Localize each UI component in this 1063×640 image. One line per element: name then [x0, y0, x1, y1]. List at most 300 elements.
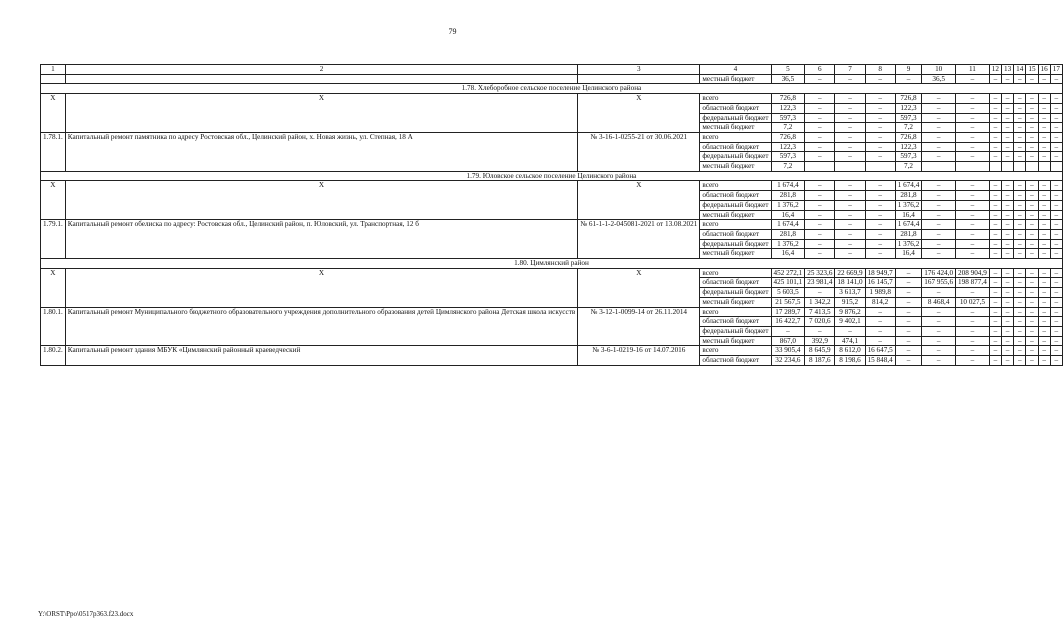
value-cell: 281,8 — [771, 229, 805, 239]
column-number: 7 — [835, 65, 865, 75]
value-cell: – — [1038, 123, 1050, 133]
value-cell: – — [1038, 249, 1050, 259]
value-cell: 122,3 — [895, 103, 922, 113]
value-cell: – — [1026, 220, 1038, 230]
value-cell: – — [989, 239, 1001, 249]
value-cell: 16 647,5 — [865, 346, 895, 356]
fund-type: всего — [700, 268, 771, 278]
value-cell: 597,3 — [895, 152, 922, 162]
value-cell: 1 376,2 — [771, 200, 805, 210]
value-cell: – — [1050, 210, 1062, 220]
empty-cell — [41, 74, 66, 84]
value-cell: 1 376,2 — [895, 239, 922, 249]
value-cell: – — [1014, 297, 1026, 307]
value-cell: 9 876,2 — [835, 307, 865, 317]
value-cell: – — [1026, 200, 1038, 210]
value-cell: – — [1038, 268, 1050, 278]
value-cell: – — [1038, 94, 1050, 104]
value-cell: – — [989, 123, 1001, 133]
value-cell: – — [1001, 94, 1013, 104]
value-cell: – — [865, 326, 895, 336]
value-cell: – — [1026, 307, 1038, 317]
value-cell: – — [1014, 336, 1026, 346]
value-cell: – — [1014, 268, 1026, 278]
value-cell: – — [1050, 220, 1062, 230]
value-cell: – — [989, 307, 1001, 317]
value-cell: – — [835, 94, 865, 104]
value-cell: – — [805, 288, 835, 298]
item-number: 1.80.1. — [41, 307, 66, 346]
value-cell: – — [1014, 239, 1026, 249]
value-cell: 7 020,6 — [805, 317, 835, 327]
value-cell: – — [865, 307, 895, 317]
value-cell: – — [1001, 220, 1013, 230]
value-cell: – — [805, 220, 835, 230]
value-cell: – — [956, 317, 990, 327]
value-cell: – — [895, 317, 922, 327]
fund-type: всего — [700, 307, 771, 317]
value-cell: – — [1001, 278, 1013, 288]
fund-type: местный бюджет — [700, 162, 771, 172]
value-cell: 392,9 — [805, 336, 835, 346]
value-cell: 726,8 — [771, 132, 805, 142]
value-cell: 122,3 — [895, 142, 922, 152]
item-name: Х — [65, 268, 577, 307]
value-cell: 1 674,4 — [895, 181, 922, 191]
value-cell: – — [956, 326, 990, 336]
column-number: 17 — [1050, 65, 1062, 75]
item-number: Х — [41, 181, 66, 220]
value-cell: – — [1001, 288, 1013, 298]
value-cell: 16,4 — [895, 249, 922, 259]
document-ref: Х — [578, 268, 700, 307]
value-cell: – — [1050, 94, 1062, 104]
table-row — [41, 74, 1063, 84]
value-cell: – — [922, 346, 956, 356]
value-cell: – — [989, 229, 1001, 239]
value-cell: – — [1014, 142, 1026, 152]
value-cell: – — [989, 336, 1001, 346]
value-cell: 176 424,0 — [922, 268, 956, 278]
value-cell: – — [989, 103, 1001, 113]
value-cell: – — [865, 74, 895, 84]
value-cell: – — [1026, 132, 1038, 142]
value-cell: – — [865, 229, 895, 239]
value-cell: – — [1050, 239, 1062, 249]
value-cell: – — [922, 210, 956, 220]
value-cell: – — [895, 297, 922, 307]
column-number: 9 — [895, 65, 922, 75]
value-cell: – — [1050, 132, 1062, 142]
fund-type: областной бюджет — [700, 103, 771, 113]
value-cell: – — [1038, 229, 1050, 239]
value-cell: – — [1038, 152, 1050, 162]
file-path-footer: Y:\ORST\Ppo\0517p363.f23.docx — [38, 610, 134, 618]
value-cell: – — [1026, 152, 1038, 162]
value-cell: 10 027,5 — [956, 297, 990, 307]
value-cell: – — [956, 103, 990, 113]
value-cell: – — [1050, 123, 1062, 133]
value-cell: 18 141,0 — [835, 278, 865, 288]
value-cell: – — [922, 356, 956, 366]
table-row — [41, 346, 1063, 356]
page-number: 79 — [448, 27, 457, 36]
value-cell: – — [956, 152, 990, 162]
value-cell: – — [865, 249, 895, 259]
fund-type: всего — [700, 94, 771, 104]
value-cell: – — [805, 239, 835, 249]
value-cell: 1 674,4 — [895, 220, 922, 230]
column-number: 12 — [989, 65, 1001, 75]
fund-type: областной бюджет — [700, 142, 771, 152]
value-cell: – — [1001, 239, 1013, 249]
value-cell: – — [1026, 268, 1038, 278]
value-cell: – — [835, 103, 865, 113]
item-name: Х — [65, 181, 577, 220]
value-cell: – — [1026, 142, 1038, 152]
value-cell: – — [1014, 229, 1026, 239]
value-cell: – — [835, 152, 865, 162]
value-cell: 867,0 — [771, 336, 805, 346]
value-cell: – — [1014, 288, 1026, 298]
value-cell: – — [835, 239, 865, 249]
value-cell: – — [1001, 191, 1013, 201]
value-cell: – — [1014, 249, 1026, 259]
value-cell: – — [1014, 307, 1026, 317]
table-row — [41, 220, 1063, 230]
value-cell: 597,3 — [895, 113, 922, 123]
value-cell: – — [1050, 288, 1062, 298]
value-cell: – — [835, 142, 865, 152]
value-cell: – — [1026, 317, 1038, 327]
value-cell: – — [1014, 103, 1026, 113]
value-cell: – — [805, 132, 835, 142]
value-cell: 1 989,8 — [865, 288, 895, 298]
value-cell: – — [1038, 142, 1050, 152]
column-number-row — [41, 65, 1063, 75]
value-cell: – — [989, 74, 1001, 84]
value-cell: 167 955,6 — [922, 278, 956, 288]
value-cell: – — [805, 191, 835, 201]
value-cell: – — [1026, 103, 1038, 113]
value-cell: – — [1050, 181, 1062, 191]
fund-type: федеральный бюджет — [700, 326, 771, 336]
value-cell: – — [922, 181, 956, 191]
value-cell: – — [956, 288, 990, 298]
value-cell: – — [989, 210, 1001, 220]
value-cell: – — [1001, 268, 1013, 278]
value-cell: – — [956, 220, 990, 230]
value-cell: – — [895, 288, 922, 298]
fund-type: местный бюджет — [700, 74, 771, 84]
value-cell: – — [1050, 249, 1062, 259]
value-cell: 7,2 — [895, 123, 922, 133]
item-number: Х — [41, 94, 66, 133]
value-cell: – — [989, 132, 1001, 142]
value-cell: – — [1050, 103, 1062, 113]
item-number: Х — [41, 268, 66, 307]
fund-type: областной бюджет — [700, 278, 771, 288]
value-cell: – — [805, 229, 835, 239]
value-cell — [1014, 162, 1026, 172]
value-cell: – — [895, 356, 922, 366]
budget-table — [40, 64, 1063, 366]
value-cell: – — [956, 113, 990, 123]
value-cell: – — [956, 191, 990, 201]
value-cell — [835, 162, 865, 172]
value-cell: 8 198,6 — [835, 356, 865, 366]
value-cell: 281,8 — [895, 191, 922, 201]
value-cell: – — [865, 94, 895, 104]
section-title: 1.80. Цимлянский район — [41, 259, 1063, 269]
value-cell: – — [1001, 142, 1013, 152]
value-cell: – — [1038, 74, 1050, 84]
value-cell: – — [835, 123, 865, 133]
value-cell: 122,3 — [771, 142, 805, 152]
item-number: 1.80.2. — [41, 346, 66, 365]
value-cell: – — [1001, 249, 1013, 259]
value-cell: – — [1014, 123, 1026, 133]
value-cell: – — [1038, 132, 1050, 142]
value-cell: – — [989, 181, 1001, 191]
value-cell — [956, 162, 990, 172]
value-cell: – — [922, 103, 956, 113]
value-cell: – — [771, 326, 805, 336]
value-cell: – — [956, 142, 990, 152]
value-cell: – — [922, 239, 956, 249]
value-cell: – — [1014, 200, 1026, 210]
value-cell: – — [865, 200, 895, 210]
column-number: 16 — [1038, 65, 1050, 75]
table-row — [41, 94, 1063, 104]
value-cell: 16,4 — [771, 210, 805, 220]
column-number: 14 — [1014, 65, 1026, 75]
table-row — [41, 132, 1063, 142]
value-cell: – — [956, 74, 990, 84]
fund-type: областной бюджет — [700, 356, 771, 366]
value-cell: – — [1001, 210, 1013, 220]
document-ref: № 3-6-1-0219-16 от 14.07.2016 — [578, 346, 700, 365]
value-cell: – — [1001, 152, 1013, 162]
column-number: 10 — [922, 65, 956, 75]
value-cell: – — [1050, 356, 1062, 366]
value-cell: 597,3 — [771, 113, 805, 123]
value-cell: – — [865, 317, 895, 327]
value-cell: – — [895, 268, 922, 278]
fund-type: местный бюджет — [700, 297, 771, 307]
value-cell: – — [805, 200, 835, 210]
value-cell: 36,5 — [922, 74, 956, 84]
value-cell: 814,2 — [865, 297, 895, 307]
value-cell: 122,3 — [771, 103, 805, 113]
value-cell: 9 402,1 — [835, 317, 865, 327]
document-ref: Х — [578, 181, 700, 220]
value-cell: – — [1026, 123, 1038, 133]
value-cell: – — [1001, 74, 1013, 84]
value-cell: – — [1038, 103, 1050, 113]
value-cell: – — [989, 346, 1001, 356]
document-ref: Х — [578, 94, 700, 133]
value-cell: – — [1026, 191, 1038, 201]
value-cell — [1026, 162, 1038, 172]
value-cell: – — [1026, 74, 1038, 84]
value-cell: – — [835, 229, 865, 239]
value-cell: – — [1001, 317, 1013, 327]
value-cell: – — [805, 103, 835, 113]
value-cell: – — [805, 249, 835, 259]
value-cell: – — [956, 229, 990, 239]
value-cell: – — [835, 132, 865, 142]
value-cell: – — [1001, 229, 1013, 239]
value-cell: – — [956, 200, 990, 210]
fund-type: областной бюджет — [700, 317, 771, 327]
value-cell: – — [1026, 181, 1038, 191]
value-cell: 16 145,7 — [865, 278, 895, 288]
value-cell: – — [805, 94, 835, 104]
value-cell: 21 567,5 — [771, 297, 805, 307]
value-cell: – — [1014, 152, 1026, 162]
value-cell: 281,8 — [895, 229, 922, 239]
value-cell: – — [1001, 336, 1013, 346]
value-cell: – — [989, 200, 1001, 210]
value-cell: 36,5 — [771, 74, 805, 84]
value-cell: – — [956, 123, 990, 133]
value-cell: – — [989, 191, 1001, 201]
value-cell: – — [1038, 239, 1050, 249]
value-cell: – — [1050, 113, 1062, 123]
fund-type: всего — [700, 346, 771, 356]
value-cell: 18 949,7 — [865, 268, 895, 278]
value-cell: 7 413,5 — [805, 307, 835, 317]
value-cell: – — [835, 220, 865, 230]
value-cell: – — [989, 288, 1001, 298]
value-cell: – — [922, 152, 956, 162]
value-cell: 474,1 — [835, 336, 865, 346]
value-cell: – — [1050, 297, 1062, 307]
value-cell: – — [989, 152, 1001, 162]
value-cell: 33 905,4 — [771, 346, 805, 356]
fund-type: федеральный бюджет — [700, 113, 771, 123]
value-cell: – — [1014, 74, 1026, 84]
value-cell: – — [895, 307, 922, 317]
value-cell: – — [1014, 210, 1026, 220]
value-cell: – — [1038, 297, 1050, 307]
value-cell: – — [1001, 181, 1013, 191]
document-ref: № 3-12-1-0099-14 от 26.11.2014 — [578, 307, 700, 346]
value-cell: – — [1001, 200, 1013, 210]
column-number: 13 — [1001, 65, 1013, 75]
value-cell: – — [1014, 113, 1026, 123]
value-cell: – — [835, 326, 865, 336]
table-row — [41, 181, 1063, 191]
value-cell: – — [989, 317, 1001, 327]
value-cell: 5 603,5 — [771, 288, 805, 298]
section-title: 1.79. Юловское сельское поселение Целинского района — [41, 171, 1063, 181]
value-cell: – — [835, 249, 865, 259]
document-ref: № 3-16-1-0255-21 от 30.06.2021 — [578, 132, 700, 171]
column-number: 3 — [578, 65, 700, 75]
fund-type: областной бюджет — [700, 191, 771, 201]
value-cell — [1038, 162, 1050, 172]
item-number: 1.79.1. — [41, 220, 66, 259]
value-cell: – — [989, 142, 1001, 152]
column-number: 1 — [41, 65, 66, 75]
value-cell: – — [805, 152, 835, 162]
value-cell: 281,8 — [771, 191, 805, 201]
value-cell: – — [956, 356, 990, 366]
value-cell: – — [865, 103, 895, 113]
value-cell: – — [1026, 278, 1038, 288]
value-cell: – — [1014, 326, 1026, 336]
fund-type: всего — [700, 132, 771, 142]
section-row — [41, 171, 1063, 181]
empty-cell — [578, 74, 700, 84]
value-cell: – — [1050, 229, 1062, 239]
value-cell: – — [805, 142, 835, 152]
value-cell: 425 101,1 — [771, 278, 805, 288]
value-cell: – — [1038, 288, 1050, 298]
value-cell: 22 669,9 — [835, 268, 865, 278]
value-cell: – — [1038, 191, 1050, 201]
value-cell: – — [1001, 132, 1013, 142]
value-cell: – — [895, 336, 922, 346]
value-cell: – — [1026, 229, 1038, 239]
value-cell: – — [1038, 181, 1050, 191]
value-cell: – — [1050, 142, 1062, 152]
fund-type: всего — [700, 220, 771, 230]
value-cell: – — [922, 113, 956, 123]
value-cell: – — [989, 268, 1001, 278]
item-name: Х — [65, 94, 577, 133]
value-cell: – — [1038, 307, 1050, 317]
value-cell: – — [1050, 191, 1062, 201]
value-cell: – — [956, 94, 990, 104]
value-cell: 25 323,6 — [805, 268, 835, 278]
value-cell: – — [1001, 307, 1013, 317]
value-cell: – — [922, 288, 956, 298]
value-cell: – — [1001, 113, 1013, 123]
value-cell: 8 612,0 — [835, 346, 865, 356]
value-cell: – — [989, 278, 1001, 288]
value-cell: – — [989, 249, 1001, 259]
value-cell: – — [895, 74, 922, 84]
value-cell: – — [956, 239, 990, 249]
value-cell: 8 645,9 — [805, 346, 835, 356]
value-cell: – — [835, 200, 865, 210]
value-cell: 726,8 — [895, 94, 922, 104]
value-cell: – — [956, 181, 990, 191]
value-cell: – — [922, 220, 956, 230]
value-cell: – — [1038, 317, 1050, 327]
value-cell: – — [1014, 220, 1026, 230]
value-cell: – — [956, 336, 990, 346]
value-cell — [922, 162, 956, 172]
value-cell: – — [1050, 152, 1062, 162]
value-cell: – — [1026, 249, 1038, 259]
value-cell: 23 981,4 — [805, 278, 835, 288]
value-cell: 8 187,6 — [805, 356, 835, 366]
item-name: Капитальный ремонт обелиска по адресу: Ростовская обл., Целинский район, п. Юловский, ул. Транспортная, 12 б — [65, 220, 577, 259]
value-cell: 16 422,7 — [771, 317, 805, 327]
item-number: 1.78.1. — [41, 132, 66, 171]
value-cell: – — [865, 152, 895, 162]
column-number: 4 — [700, 65, 771, 75]
value-cell: – — [1026, 288, 1038, 298]
value-cell: – — [1050, 74, 1062, 84]
section-row — [41, 259, 1063, 269]
value-cell: – — [1026, 113, 1038, 123]
column-number: 15 — [1026, 65, 1038, 75]
